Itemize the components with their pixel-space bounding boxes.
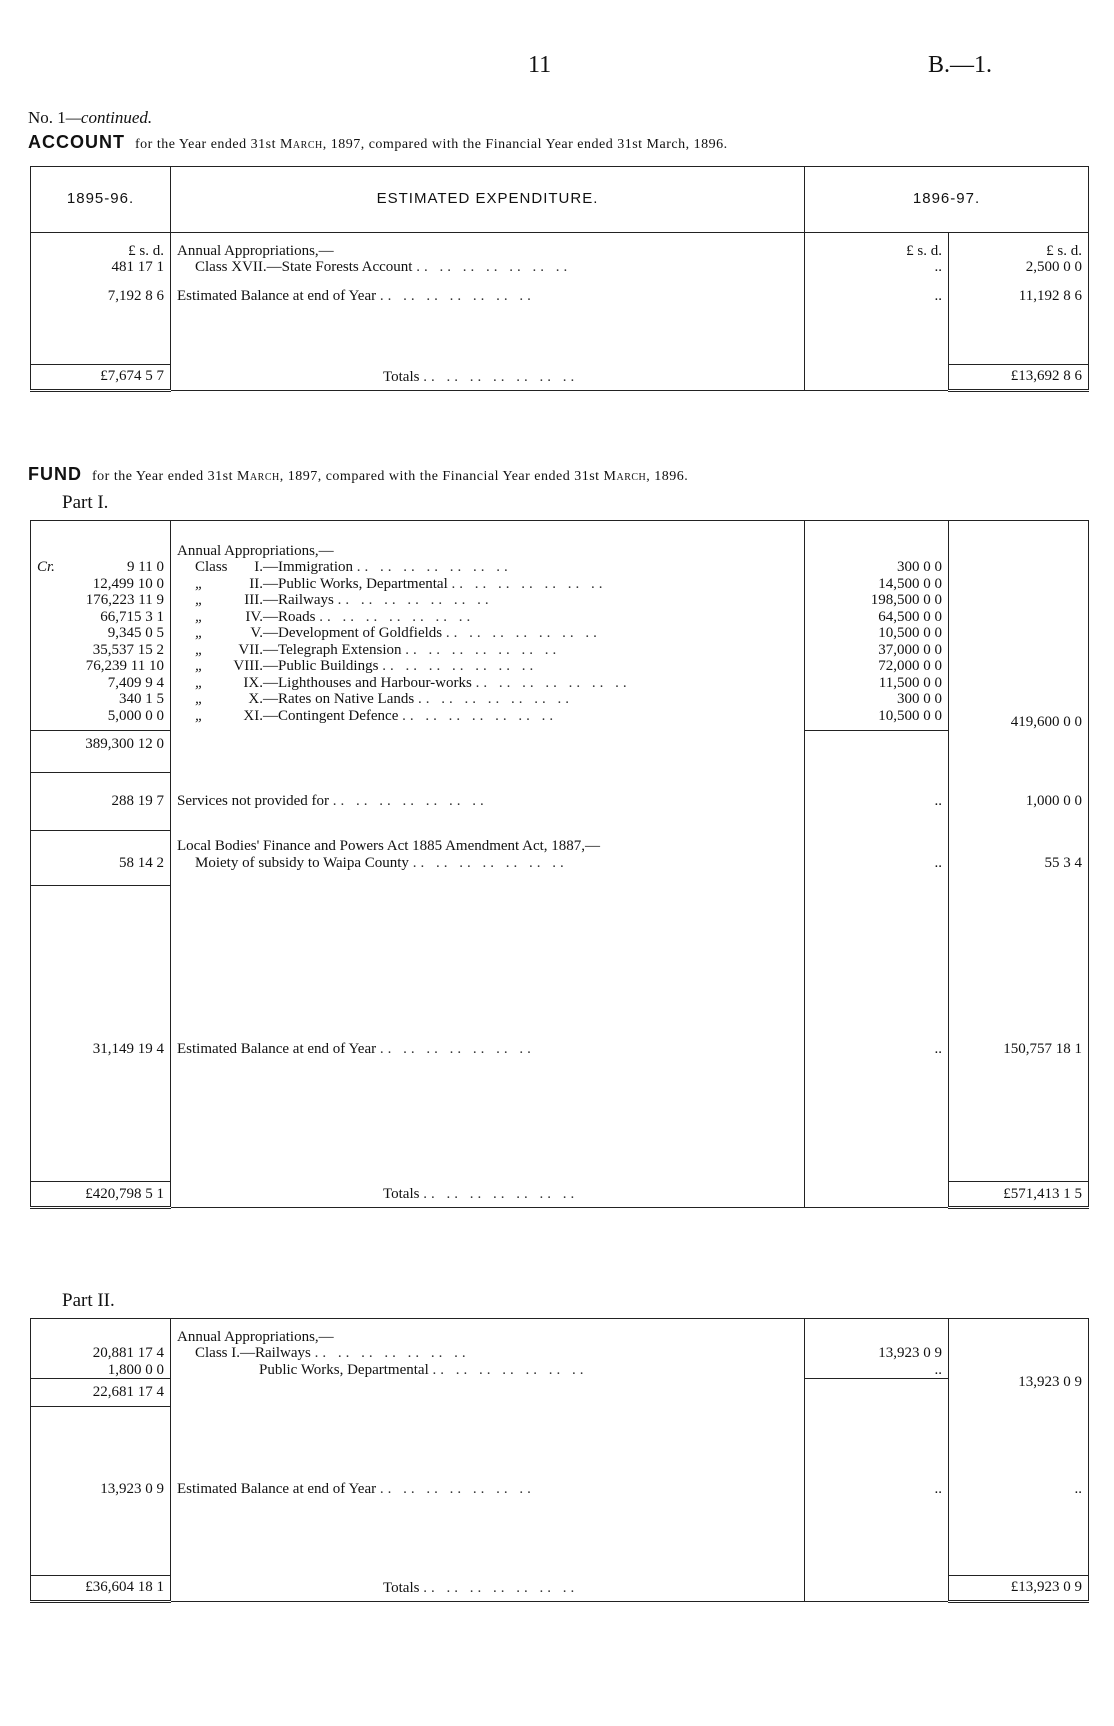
part1-class-desc xyxy=(171,708,805,725)
part1-subtotal-right: 419,600 0 0 xyxy=(1010,714,1082,730)
table1-row-mid: .. xyxy=(805,288,949,305)
services-desc xyxy=(171,772,805,830)
part1-class-desc xyxy=(171,642,805,659)
account-table xyxy=(30,166,1089,394)
services-desc-text: Services not provided for xyxy=(177,792,330,809)
leader-dots: .. .. .. .. .. .. .. xyxy=(416,259,572,275)
part1-class-left xyxy=(31,691,171,708)
part1-class-desc xyxy=(171,658,805,675)
units-left: £ s. d. xyxy=(31,243,171,260)
part1-class-row xyxy=(31,609,1089,626)
part1-class-left-value: 176,223 11 9 xyxy=(85,592,164,608)
totals-label: Totals xyxy=(383,368,420,385)
col-header-expenditure: ESTIMATED EXPENDITURE. xyxy=(171,167,805,233)
part2-row-desc-text: Class I.—Railways xyxy=(195,1345,311,1361)
fund-heading-pre: for the Year ended 31st xyxy=(92,469,233,484)
part1-class-name: —Contingent Defence xyxy=(263,707,399,724)
local-bodies-mid: .. xyxy=(805,855,949,872)
totals-label: Totals xyxy=(383,1579,420,1596)
part1-class-num: III. xyxy=(244,592,263,608)
part2-subtotal-left: 22,681 17 4 xyxy=(31,1379,171,1407)
part1-class-num: XI. xyxy=(243,707,263,724)
part1-class-num: IV. xyxy=(245,608,263,625)
part1-class-name: —Telegraph Extension xyxy=(263,641,402,658)
part1-class-left xyxy=(31,658,171,675)
account-heading-bold: ACCOUNT xyxy=(28,132,125,152)
local-bodies-desc xyxy=(171,855,805,872)
part1-class-name: —Development of Goldfields xyxy=(263,625,443,641)
part1-class-left-value: 5,000 0 0 xyxy=(107,707,164,724)
part1-class-name: —Rates on Native Lands xyxy=(263,691,415,707)
balance-desc xyxy=(171,1041,805,1058)
table1-total-left: £7,674 5 7 xyxy=(31,364,171,390)
fund-heading-bold: FUND xyxy=(28,464,82,484)
part1-class-mid: 37,000 0 0 xyxy=(805,642,949,659)
part1-class-left-value: 7,409 9 4 xyxy=(107,674,164,691)
part1-subtotal-left: 389,300 12 0 xyxy=(31,730,171,758)
services-left: 288 19 7 xyxy=(31,772,171,830)
table1-row-desc-text: Estimated Balance at end of Year xyxy=(177,287,377,304)
units-mid: £ s. d. xyxy=(805,243,949,260)
table1-row-desc xyxy=(171,259,805,276)
part1-class-ditto: „ xyxy=(195,641,204,658)
leader-dots: .. .. .. .. .. .. .. xyxy=(379,1041,535,1057)
col-header-1896: 1896-97. xyxy=(805,167,1089,233)
local-bodies-desc2: Moiety of subsidy to Waipa County xyxy=(195,854,409,871)
part1-class-left-value: 76,239 11 10 xyxy=(85,658,164,674)
leader-dots: .. .. .. .. .. .. .. xyxy=(319,608,475,625)
part2-row-left: 20,881 17 4 xyxy=(31,1345,171,1362)
leader-dots: .. .. .. .. .. .. .. xyxy=(417,691,573,707)
part1-class-name: —Public Buildings xyxy=(263,658,379,674)
part2-row-desc xyxy=(171,1345,805,1362)
section-number-continued: —continued. xyxy=(65,108,153,127)
part1-class-row xyxy=(31,576,1089,593)
part1-class-name: —Roads xyxy=(263,608,316,625)
part1-total-right: £571,413 1 5 xyxy=(949,1182,1089,1208)
part1-class-mid: 10,500 0 0 xyxy=(805,708,949,725)
part1-class-mid: 14,500 0 0 xyxy=(805,576,949,593)
leader-dots: .. .. .. .. .. .. .. xyxy=(332,792,488,809)
document-reference: B.—1. xyxy=(928,52,993,78)
leader-dots: .. .. .. .. .. .. .. xyxy=(445,625,601,641)
credit-label: Cr. xyxy=(37,559,55,575)
part1-class-ditto: „ xyxy=(195,608,204,625)
leader-dots: .. .. .. .. .. .. .. xyxy=(337,592,493,608)
part1-class-name: —Public Works, Departmental xyxy=(263,575,448,592)
part1-class-left-value: 35,537 15 2 xyxy=(92,641,164,658)
part1-class-left xyxy=(31,675,171,692)
leader-dots: .. .. .. .. .. .. .. xyxy=(379,287,535,304)
part2-total-label xyxy=(171,1575,805,1601)
part1-class-desc xyxy=(171,559,805,576)
table1-row-desc-text: Class XVII.—State Forests Account xyxy=(195,259,413,275)
fund-heading-mid: , 1897, compared with the Financial Year ended 31st xyxy=(279,469,600,484)
part1-class-desc xyxy=(171,691,805,708)
part1-subtotal-right-cell xyxy=(949,714,1089,758)
part2-balance-right: .. xyxy=(949,1481,1089,1498)
part1-class-ditto: „ xyxy=(195,625,204,641)
services-right: 1,000 0 0 xyxy=(949,772,1089,830)
part1-class-desc xyxy=(171,675,805,692)
part2-total-right: £13,923 0 9 xyxy=(949,1575,1089,1601)
part1-class-desc xyxy=(171,576,805,593)
part1-class-num: II. xyxy=(249,575,263,592)
totals-label: Totals xyxy=(383,1186,420,1202)
part1-class-ditto: Class xyxy=(195,559,228,575)
part1-class-left-value: 340 1 5 xyxy=(119,691,164,707)
table1-row-right: 2,500 0 0 xyxy=(949,259,1089,276)
part1-class-left-value: 12,499 10 0 xyxy=(92,575,164,592)
local-bodies-left: 58 14 2 xyxy=(31,855,171,872)
part1-class-name: —Railways xyxy=(263,592,334,608)
part1-class-mid: 300 0 0 xyxy=(805,691,949,708)
part2-intro: Annual Appropriations,— xyxy=(171,1329,805,1346)
table1-row-desc xyxy=(171,288,805,305)
leader-dots: .. .. .. .. .. .. .. xyxy=(475,674,631,691)
part1-class-left xyxy=(31,576,171,593)
col-header-1895: 1895-96. xyxy=(31,167,171,233)
part1-class-desc xyxy=(171,592,805,609)
leader-dots: .. .. .. .. .. .. .. xyxy=(451,575,607,592)
table1-row-left: 481 17 1 xyxy=(31,259,171,276)
part1-class-ditto: „ xyxy=(195,658,204,674)
part1-class-num: V. xyxy=(250,625,263,641)
part1-class-num: X. xyxy=(248,691,263,707)
balance-mid: .. xyxy=(805,1041,949,1058)
table1-row-label: Annual Appropriations,— xyxy=(171,243,805,260)
part1-class-ditto: „ xyxy=(195,575,204,592)
part1-class-name: —Lighthouses and Harbour-works xyxy=(263,674,472,691)
leader-dots: .. .. .. .. .. .. .. xyxy=(382,658,538,674)
part2-table xyxy=(30,1318,1089,1605)
part1-class-mid: 11,500 0 0 xyxy=(805,675,949,692)
part1-class-row xyxy=(31,675,1089,692)
section-number xyxy=(28,108,152,128)
fund-heading-month2: March xyxy=(603,469,647,484)
part2-row-desc xyxy=(171,1362,805,1379)
part1-class-name: —Immigration xyxy=(263,559,353,575)
part2-balance-left: 13,923 0 9 xyxy=(31,1481,171,1498)
part1-class-desc xyxy=(171,609,805,626)
part2-balance-mid: .. xyxy=(805,1481,949,1498)
part1-class-mid: 300 0 0 xyxy=(805,559,949,576)
account-heading-post: , 1897, compared with the Financial Year ended 31st March, 1896. xyxy=(322,137,728,152)
table1-row-mid: .. xyxy=(805,259,949,276)
table1-total-label xyxy=(171,364,805,390)
account-heading-month: March xyxy=(279,137,323,152)
leader-dots: .. .. .. .. .. .. .. xyxy=(412,854,568,871)
part2-subtotal-right: 13,923 0 9 xyxy=(1018,1373,1082,1390)
part1-class-row xyxy=(31,642,1089,659)
part2-balance-desc xyxy=(171,1481,805,1498)
part1-class-mid: 10,500 0 0 xyxy=(805,625,949,642)
part1-class-mid: 198,500 0 0 xyxy=(805,592,949,609)
part2-row-desc-text: Public Works, Departmental xyxy=(259,1361,429,1378)
part1-title: Part I. xyxy=(62,492,109,513)
part1-class-row xyxy=(31,559,1089,576)
table1-total-right: £13,692 8 6 xyxy=(949,364,1089,390)
part2-row-left: 1,800 0 0 xyxy=(31,1362,171,1379)
part1-class-desc xyxy=(171,625,805,642)
part1-class-left-value: 9 11 0 xyxy=(127,559,164,575)
part1-class-left xyxy=(31,592,171,609)
part1-class-ditto: „ xyxy=(195,674,204,691)
part1-class-row xyxy=(31,658,1089,675)
leader-dots: .. .. .. .. .. .. .. xyxy=(423,1186,579,1202)
table1-row-right: 11,192 8 6 xyxy=(949,288,1089,305)
leader-dots: .. .. .. .. .. .. .. xyxy=(314,1345,470,1361)
part1-class-ditto: „ xyxy=(195,707,204,724)
part1-class-num: I. xyxy=(254,559,263,575)
part2-total-left: £36,604 18 1 xyxy=(31,1575,171,1601)
part2-balance-desc-text: Estimated Balance at end of Year xyxy=(177,1480,377,1497)
part1-class-mid: 72,000 0 0 xyxy=(805,658,949,675)
part2-title: Part II. xyxy=(62,1290,115,1311)
part1-total-label xyxy=(171,1182,805,1208)
balance-left: 31,149 19 4 xyxy=(31,1041,171,1058)
part1-class-left xyxy=(31,625,171,642)
part2-row-mid: 13,923 0 9 xyxy=(805,1345,949,1362)
leader-dots: .. .. .. .. .. .. .. xyxy=(423,368,579,385)
account-heading xyxy=(28,132,728,153)
part1-total-left: £420,798 5 1 xyxy=(31,1182,171,1208)
part1-class-row xyxy=(31,691,1089,708)
part1-class-left-value: 9,345 0 5 xyxy=(107,625,164,641)
account-heading-pre: for the Year ended 31st xyxy=(135,137,276,152)
part1-class-ditto: „ xyxy=(195,592,204,608)
section-number-label: No. 1 xyxy=(28,108,66,127)
part1-class-row xyxy=(31,625,1089,642)
leader-dots: .. .. .. .. .. .. .. xyxy=(379,1480,535,1497)
local-bodies-desc1: Local Bodies' Finance and Powers Act 1885 Amendment Act, 1887,— xyxy=(171,838,805,855)
services-mid: .. xyxy=(805,772,949,830)
part1-class-num: IX. xyxy=(243,674,263,691)
part2-subtotal-right-cell xyxy=(949,1362,1089,1390)
leader-dots: .. .. .. .. .. .. .. xyxy=(356,559,512,575)
part1-class-row xyxy=(31,592,1089,609)
part1-class-left-value: 66,715 3 1 xyxy=(100,608,164,625)
leader-dots: .. .. .. .. .. .. .. xyxy=(432,1361,588,1378)
fund-heading-post: , 1896. xyxy=(646,469,689,484)
part1-class-mid: 64,500 0 0 xyxy=(805,609,949,626)
part1-class-num: VIII. xyxy=(233,658,263,674)
part1-class-row xyxy=(31,708,1089,725)
part1-intro: Annual Appropriations,— xyxy=(171,543,805,560)
part1-class-left xyxy=(31,559,171,576)
leader-dots: .. .. .. .. .. .. .. xyxy=(402,707,558,724)
part1-table xyxy=(30,520,1089,1212)
fund-heading xyxy=(28,464,688,485)
units-right: £ s. d. xyxy=(949,243,1089,260)
local-bodies-right: 55 3 4 xyxy=(949,855,1089,872)
leader-dots: .. .. .. .. .. .. .. xyxy=(405,641,561,658)
page-number: 11 xyxy=(528,52,552,78)
part1-class-left xyxy=(31,609,171,626)
balance-right: 150,757 18 1 xyxy=(949,1041,1089,1058)
table1-row-left: 7,192 8 6 xyxy=(31,288,171,305)
leader-dots: .. .. .. .. .. .. .. xyxy=(423,1579,579,1596)
part1-class-left xyxy=(31,708,171,725)
part1-class-left xyxy=(31,642,171,659)
fund-heading-month: March xyxy=(236,469,280,484)
part1-class-ditto: „ xyxy=(195,691,204,707)
part2-row-mid: .. xyxy=(805,1362,949,1379)
balance-desc-text: Estimated Balance at end of Year xyxy=(177,1041,377,1057)
part1-class-num: VII. xyxy=(238,641,263,658)
